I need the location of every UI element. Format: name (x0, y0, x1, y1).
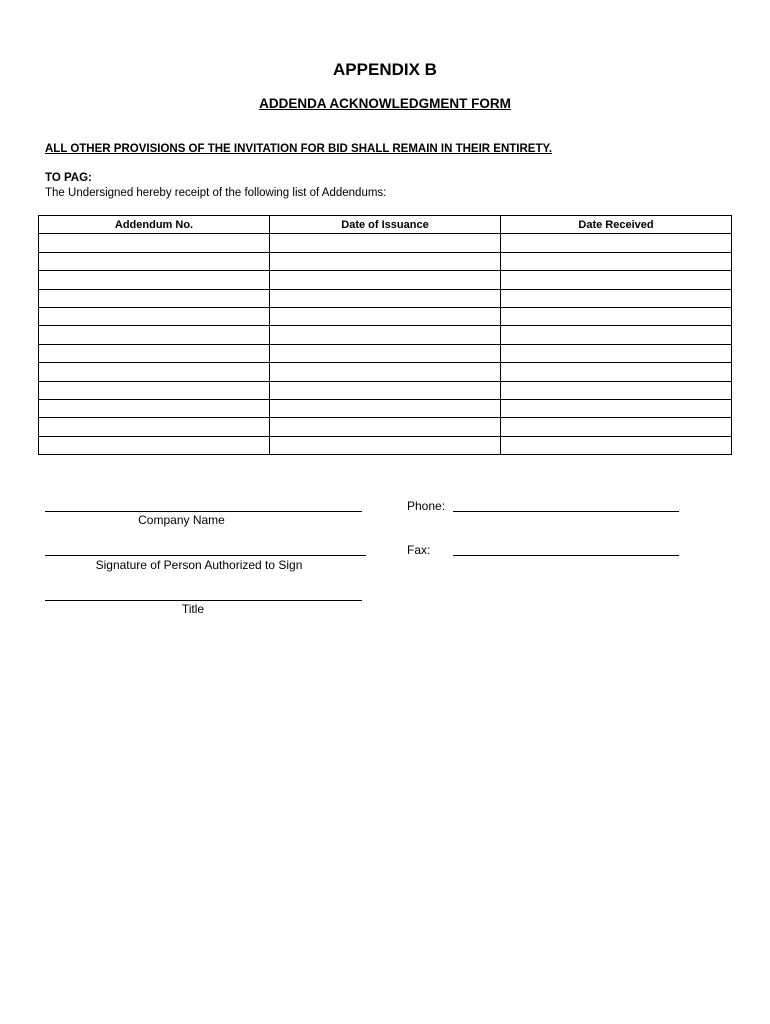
date-received-cell[interactable] (501, 399, 732, 417)
fax-label: Fax: (407, 543, 431, 557)
date-of-issuance-cell[interactable] (270, 381, 501, 399)
table-row (39, 289, 732, 307)
table-row (39, 399, 732, 417)
addenda-table-body (39, 234, 732, 455)
addendum-no-cell[interactable] (39, 271, 270, 289)
recipient-line: TO PAG: (45, 172, 92, 184)
title-label: Title (181, 602, 205, 616)
intro-text: The Undersigned hereby receipt of the following list of Addendums: (45, 187, 387, 199)
date-received-cell[interactable] (501, 326, 732, 344)
date-received-cell[interactable] (501, 381, 732, 399)
date-received-cell[interactable] (501, 234, 732, 252)
date-received-cell[interactable] (501, 307, 732, 325)
column-header-addendum-no: Addendum No. (39, 216, 270, 234)
addendum-no-cell[interactable] (39, 307, 270, 325)
addendum-no-cell[interactable] (39, 326, 270, 344)
date-received-cell[interactable] (501, 289, 732, 307)
page-title: APPENDIX B (333, 60, 437, 79)
table-row (39, 363, 732, 381)
addendum-no-cell[interactable] (39, 252, 270, 270)
form-subtitle: ADDENDA ACKNOWLEDGMENT FORM (259, 96, 511, 111)
addenda-table (38, 215, 732, 455)
date-of-issuance-cell[interactable] (270, 436, 501, 454)
date-of-issuance-cell[interactable] (270, 399, 501, 417)
table-row (39, 307, 732, 325)
provisions-notice: ALL OTHER PROVISIONS OF THE INVITATION FOR BID SHALL REMAIN IN THEIR ENTIRETY. (45, 143, 553, 155)
addendum-no-cell[interactable] (39, 363, 270, 381)
date-of-issuance-cell[interactable] (270, 271, 501, 289)
table-row (39, 252, 732, 270)
date-received-cell[interactable] (501, 344, 732, 362)
table-row (39, 436, 732, 454)
addendum-no-cell[interactable] (39, 234, 270, 252)
addendum-no-cell[interactable] (39, 436, 270, 454)
phone-line[interactable] (453, 511, 679, 512)
date-of-issuance-cell[interactable] (270, 307, 501, 325)
date-received-cell[interactable] (501, 418, 732, 436)
table-row (39, 271, 732, 289)
date-of-issuance-cell[interactable] (270, 252, 501, 270)
table-row (39, 344, 732, 362)
fax-line[interactable] (453, 555, 679, 556)
table-row (39, 381, 732, 399)
date-received-cell[interactable] (501, 271, 732, 289)
table-header-row (39, 216, 732, 234)
addendum-no-cell[interactable] (39, 381, 270, 399)
signature-label: Signature of Person Authorized to Sign (95, 558, 303, 572)
date-of-issuance-cell[interactable] (270, 289, 501, 307)
table-row (39, 234, 732, 252)
date-received-cell[interactable] (501, 252, 732, 270)
addendum-no-cell[interactable] (39, 418, 270, 436)
date-of-issuance-cell[interactable] (270, 344, 501, 362)
company-name-label: Company Name (138, 513, 225, 527)
date-of-issuance-cell[interactable] (270, 326, 501, 344)
date-of-issuance-cell[interactable] (270, 418, 501, 436)
company-name-line[interactable] (45, 511, 362, 512)
date-of-issuance-cell[interactable] (270, 234, 501, 252)
date-of-issuance-cell[interactable] (270, 363, 501, 381)
table-row (39, 326, 732, 344)
column-header-date-received: Date Received (501, 216, 732, 234)
table-row (39, 418, 732, 436)
addendum-no-cell[interactable] (39, 344, 270, 362)
column-header-date-of-issuance: Date of Issuance (270, 216, 501, 234)
phone-label: Phone: (407, 499, 446, 513)
title-line[interactable] (45, 600, 362, 601)
addendum-no-cell[interactable] (39, 399, 270, 417)
signature-line[interactable] (45, 555, 366, 556)
addendum-no-cell[interactable] (39, 289, 270, 307)
date-received-cell[interactable] (501, 363, 732, 381)
date-received-cell[interactable] (501, 436, 732, 454)
